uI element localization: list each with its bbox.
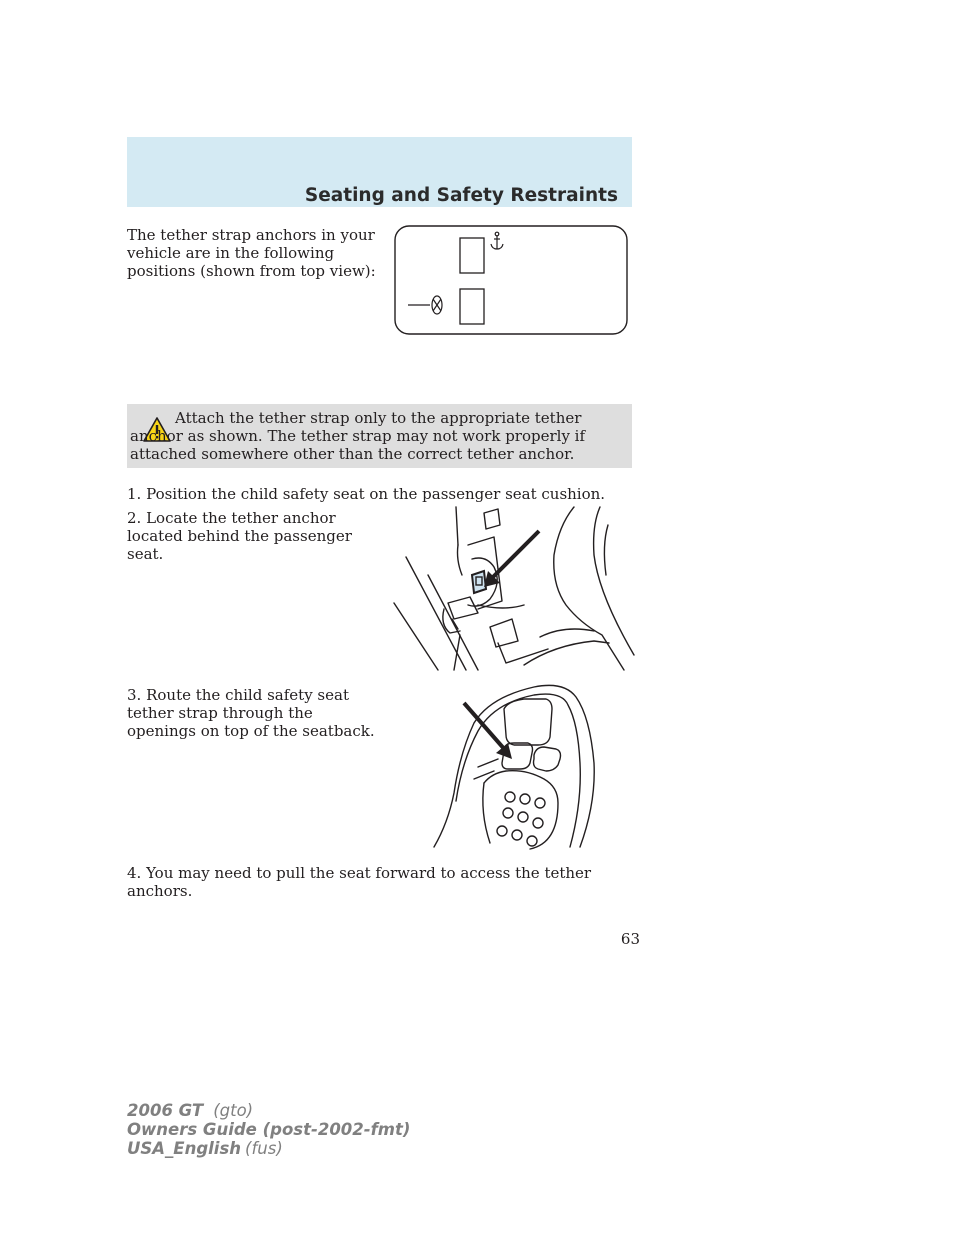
tether-anchor-illustration bbox=[394, 505, 634, 673]
intro-paragraph: The tether strap anchors in your vehicle are in the following positions (shown from top view): bbox=[127, 226, 376, 280]
footer-locale-code: (fus) bbox=[245, 1139, 283, 1158]
section-header-band bbox=[127, 137, 632, 207]
anchor-position-diagram bbox=[394, 225, 630, 337]
footer-locale: USA_English bbox=[127, 1139, 242, 1158]
step-4-text: 4. You may need to pull the seat forward to access the tether anchors. bbox=[127, 864, 592, 900]
footer-model: 2006 GT bbox=[127, 1101, 204, 1120]
anchor-icon bbox=[491, 232, 503, 249]
step-1-text: 1. Position the child safety seat on the passenger seat cushion. bbox=[127, 485, 606, 503]
step-2-text: 2. Locate the tether anchor located behind the passenger seat. bbox=[127, 509, 352, 563]
front-seat-outline bbox=[460, 289, 484, 324]
warning-box bbox=[127, 404, 632, 468]
seatback-openings-illustration bbox=[434, 683, 594, 851]
page-number: 63 bbox=[620, 930, 640, 948]
document-footer bbox=[127, 1101, 410, 1158]
steering-wheel-icon bbox=[408, 296, 442, 314]
warning-text: Attach the tether strap only to the appropriate tether anchor as shown. The tether strap may not work properly if attached somewhere other than the correct tether anchor. bbox=[130, 409, 586, 463]
pointer-arrow-icon bbox=[484, 531, 539, 587]
footer-guide: Owners Guide (post-2002-fmt) bbox=[127, 1120, 411, 1139]
tether-anchor-highlight bbox=[472, 571, 486, 593]
footer-model-code: (gto) bbox=[213, 1101, 254, 1120]
section-title: Seating and Safety Restraints bbox=[304, 185, 618, 206]
rear-seat-outline bbox=[460, 238, 484, 273]
step-3-text: 3. Route the child safety seat tether strap through the openings on top of the seatback. bbox=[127, 686, 375, 740]
